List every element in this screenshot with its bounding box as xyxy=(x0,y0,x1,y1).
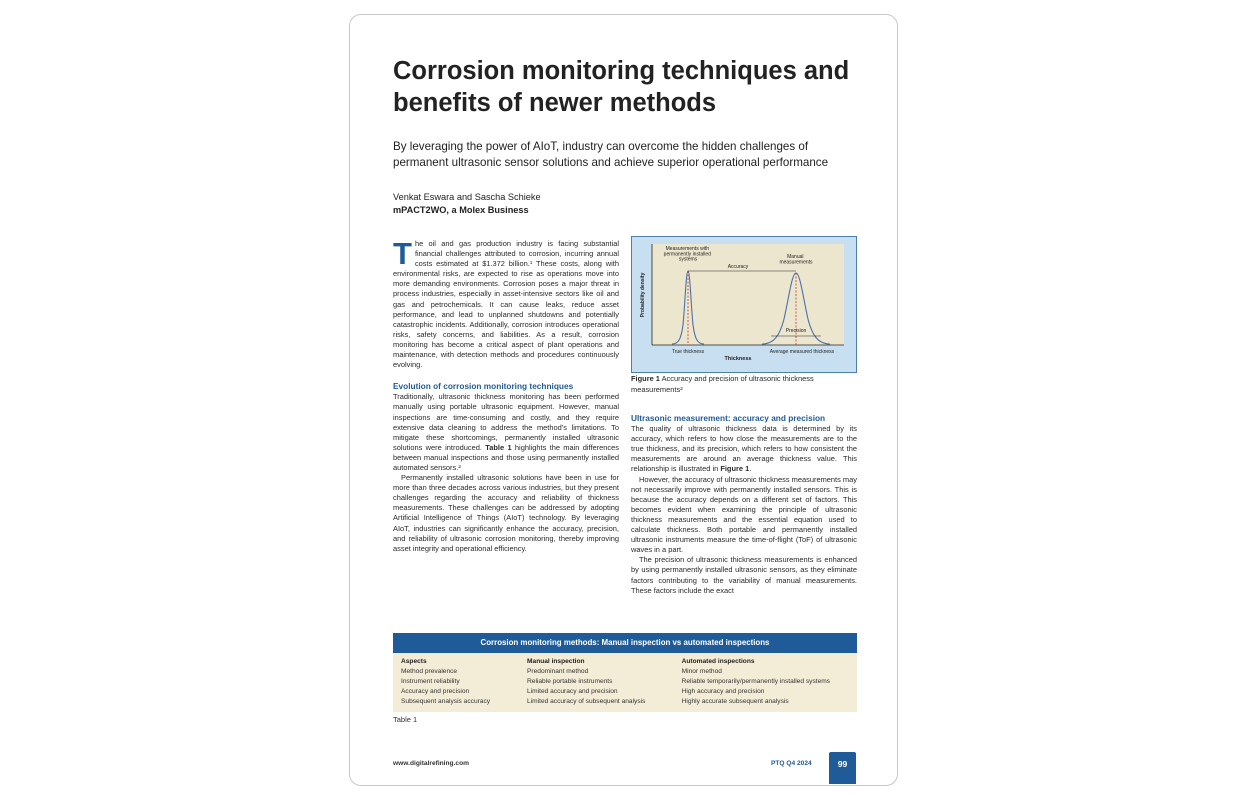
table-cell: Reliable portable instruments xyxy=(527,678,613,685)
author-affiliation: mPACT2WO, a Molex Business xyxy=(393,204,529,215)
label-true-thickness: True thickness xyxy=(671,349,705,355)
section-heading-evolution: Evolution of corrosion monitoring techniques xyxy=(393,381,574,392)
section1-paragraph-1-tail: highlights the main differences between manual inspections and those using permanently installed automated sensors.² xyxy=(393,442,619,472)
table-title: Corrosion monitoring methods: Manual inspection vs automated inspections xyxy=(393,633,857,653)
figure-reference: Figure 1 xyxy=(720,464,750,474)
intro-paragraph xyxy=(393,236,619,370)
table-column-aspects xyxy=(401,657,527,707)
table-cell: Accuracy and precision xyxy=(401,688,470,695)
table-cell: Predominant method xyxy=(527,668,589,675)
section2-paragraph-1-end: . xyxy=(749,464,752,474)
footer-website: www.digitalrefining.com xyxy=(393,760,469,767)
table-cell: Limited accuracy and precision xyxy=(527,688,618,695)
table-cell: Instrument reliability xyxy=(401,678,460,685)
table-reference: Table 1 xyxy=(485,442,512,452)
y-axis-label: Probability density xyxy=(640,272,646,318)
label-accuracy: Accuracy xyxy=(727,264,749,270)
body-column-left xyxy=(393,236,619,554)
figure-caption-text: Accuracy and precision of ultrasonic thickness measurements² xyxy=(631,374,814,394)
table-cell: Minor method xyxy=(681,668,722,675)
table-header-cell: Manual inspection xyxy=(527,658,585,665)
section2-paragraph-1 xyxy=(631,424,857,474)
figure-caption-label: Figure 1 xyxy=(631,374,660,383)
drop-cap: T xyxy=(393,236,412,271)
x-axis-label: Thickness xyxy=(724,356,752,362)
section2-paragraph-2: However, the accuracy of ultrasonic thickness measurements may not necessarily improve with permanently installed sensors. This is because the accuracy depends on a different set of factors. This becomes evident when examining the principle of ultrasonic thickness measurements and the essential equation used to calculate thickness. Both portable and permanently installed ultrasonic instruments measure the time-of-flight (ToF) of ultrasonic waves in a part. xyxy=(631,474,857,555)
figure-1-caption xyxy=(631,374,857,395)
table-cell: Reliable temporarily/permanently installed systems xyxy=(681,678,831,685)
article-page xyxy=(349,14,898,786)
table-cell: Highly accurate subsequent analysis xyxy=(681,698,789,705)
label-precision: Precision xyxy=(785,328,807,334)
label-manual-measurements: Manual measurements xyxy=(779,254,813,266)
table-cell: Method prevalence xyxy=(401,668,458,675)
table-cell: Limited accuracy of subsequent analysis xyxy=(527,698,646,705)
table-header-cell: Automated inspections xyxy=(681,658,755,665)
table-1 xyxy=(393,633,857,712)
table-1-label: Table 1 xyxy=(393,715,418,724)
author-block xyxy=(393,191,541,216)
table-header-cell: Aspects xyxy=(401,658,427,665)
author-names: Venkat Eswara and Sascha Schieke xyxy=(393,192,541,202)
table-column-automated xyxy=(682,657,849,707)
accuracy-precision-diagram xyxy=(632,237,856,372)
footer-issue: PTQ Q4 2024 xyxy=(771,760,812,767)
section2-paragraph-3: The precision of ultrasonic thickness measurements is enhanced by using permanently installed ultrasonic sensors, as they eliminate factors contributing to the variability of manual measurements. These factors include the exact xyxy=(631,555,857,595)
table-cell: High accuracy and precision xyxy=(681,688,765,695)
section-heading-ultrasonic: Ultrasonic measurement: accuracy and precision xyxy=(631,413,826,423)
section1-paragraph-1 xyxy=(393,392,619,473)
table-column-manual xyxy=(527,657,682,707)
article-subtitle: By leveraging the power of AIoT, industry can overcome the hidden challenges of permanent ultrasonic sensor solutions and achieve superior operational performance xyxy=(393,140,829,169)
intro-text: he oil and gas production industry is facing substantial financial challenges attributed to corrosion, incurring annual costs estimated at $1.372 billion.¹ These costs, along with environmental risks, are expected to rise as operations move into more demanding environments. Corrosion poses a major threat in process industries, especially in asset-intensive sectors like oil and gas and petrochemicals. It can cause leaks, reduce asset performance, and lead to unplanned shutdowns and potentially catastrophic incidents. Additionally, corrosion introduces operational risks, safety concerns, and liabilities. As a result, corrosion monitoring has become a critical aspect of plant operations and maintenance, with detection methods and procedures continuously evolving. xyxy=(393,239,619,370)
table-body xyxy=(393,653,857,712)
figure-1 xyxy=(631,236,857,373)
label-permanent-systems: Measurements with permanently installed systems xyxy=(663,246,711,263)
page-number: 99 xyxy=(829,752,856,784)
label-average-thickness: Average measured thickness xyxy=(769,349,835,355)
section1-paragraph-2: Permanently installed ultrasonic solutions have been in use for more than three decades across various industries, but they present challenges regarding the accuracy and reliability of thickness measurements. These challenges can be addressed by adopting Artificial Intelligence of Things (AIoT) technology. By leveraging AIoT, industries can significantly enhance the accuracy, precision, and reliability of ultrasonic corrosion monitoring, thereby improving asset integrity and operational efficiency. xyxy=(393,473,619,553)
table-cell: Subsequent analysis accuracy xyxy=(401,698,491,705)
article-title: Corrosion monitoring techniques and benefits of newer methods xyxy=(393,57,850,117)
section2-paragraph-1-text: The quality of ultrasonic thickness data is determined by its accuracy, which refers to how close the measurements are to the true thickness, and its precision, which refers to how consistent the measurements are around an average thickness value. This relationship is illustrated in xyxy=(631,424,857,474)
section1-paragraph-1-text: Traditionally, ultrasonic thickness monitoring has been performed manually using portable ultrasonic equipment. However, manual inspections are time-consuming and costly, and they require extensive data cleaning to address the method’s limitations. To mitigate these shortcomings, permanently installed ultrasonic solutions were introduced. xyxy=(393,392,619,452)
body-column-right xyxy=(631,413,857,596)
